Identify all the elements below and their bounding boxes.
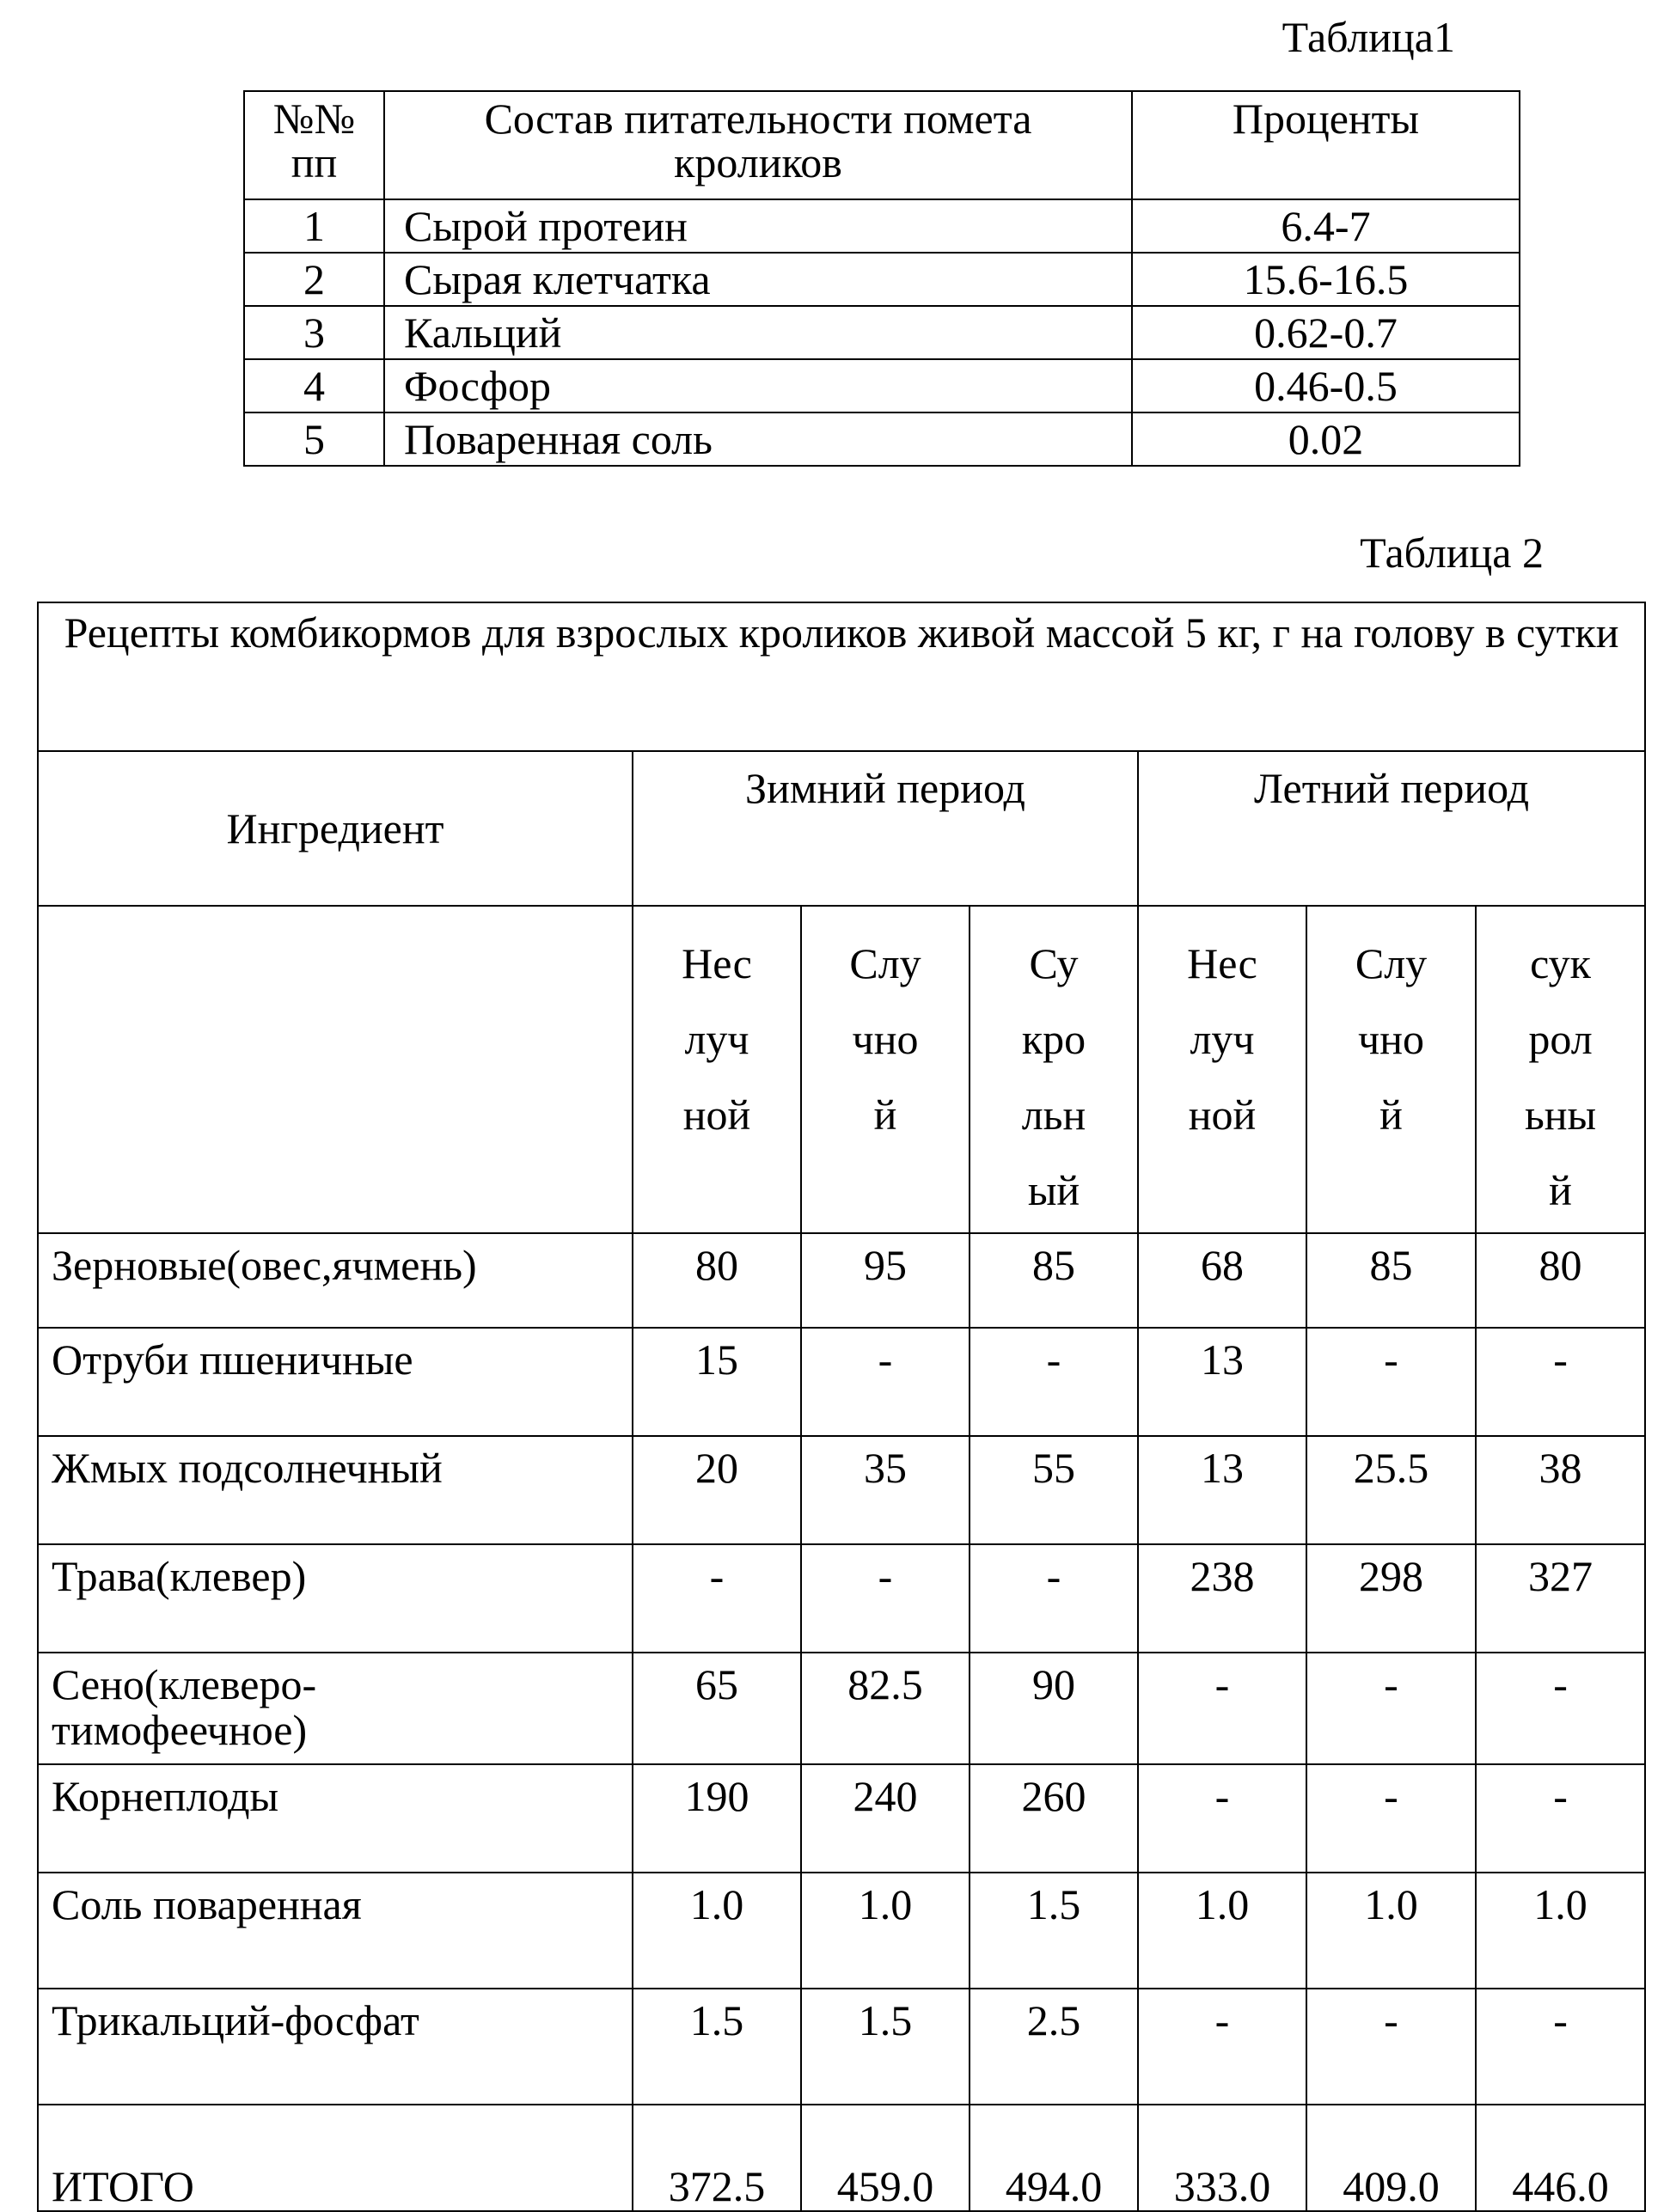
ingredient-name: Сено(клеверо- тимофеечное) [38,1653,633,1764]
amount-cell: - [801,1544,970,1653]
percent-value: 0.46-0.5 [1132,359,1520,412]
amount-cell: - [1306,1989,1476,2105]
table-row [38,1436,1645,1544]
total-cell: 494.0 [970,2105,1138,2211]
subheader-part: ый [1027,1166,1080,1214]
subheader-cell [801,906,970,1233]
amount-cell: 82.5 [801,1653,970,1764]
nutrition-table [243,90,1520,467]
amount-cell: 1.0 [633,1873,801,1989]
amount-cell: - [1138,1989,1306,2105]
amount-cell: 85 [1306,1233,1476,1328]
winter-period-header: Зимний период [633,751,1138,906]
total-row [38,2105,1645,2211]
amount-cell: 65 [633,1653,801,1764]
header-num: №№ пп [244,91,384,199]
summer-period-header: Летний период [1138,751,1645,906]
amount-cell: 90 [970,1653,1138,1764]
row-number: 1 [244,199,384,253]
amount-cell: - [1476,1328,1645,1436]
subheader-part: сук [1530,939,1591,987]
table2-title: Рецепты комбикормов для взрослых кроликов живой массой 5 кг, г на голову в сутки [38,602,1645,751]
subheader-cell [1138,906,1306,1233]
subheader-part: й [1549,1166,1572,1214]
component-name: Поваренная соль [384,412,1132,466]
table-row [244,306,1520,359]
amount-cell: 13 [1138,1328,1306,1436]
amount-cell: 1.5 [633,1989,801,2105]
amount-cell: - [633,1544,801,1653]
row-number: 4 [244,359,384,412]
ingredient-name: Трава(клевер) [38,1544,633,1653]
subheader-part: чно [852,1015,919,1063]
subheader-part: луч [684,1015,749,1063]
amount-cell: 55 [970,1436,1138,1544]
amount-cell: 85 [970,1233,1138,1328]
amount-cell: - [1306,1764,1476,1873]
header-composition: Состав питательности помета кроликов [384,91,1132,199]
total-cell: 372.5 [633,2105,801,2211]
amount-cell: 298 [1306,1544,1476,1653]
amount-cell: - [801,1328,970,1436]
table-row [244,412,1520,466]
ingredient-name: Соль поваренная [38,1873,633,1989]
subheader-part: Слу [849,939,921,987]
amount-cell: 1.0 [1306,1873,1476,1989]
total-cell: 409.0 [1306,2105,1476,2211]
table2-period-row [38,751,1645,906]
amount-cell: 2.5 [970,1989,1138,2105]
total-label: ИТОГО [38,2105,633,2211]
amount-cell: - [1138,1653,1306,1764]
percent-value: 0.02 [1132,412,1520,466]
amount-cell: 240 [801,1764,970,1873]
subheader-part: кро [1021,1015,1086,1063]
amount-cell: 35 [801,1436,970,1544]
amount-cell: - [1476,1764,1645,1873]
table-row [38,1653,1645,1764]
subheader-part: Слу [1355,939,1428,987]
table1-caption: Таблица1 [1282,13,1455,61]
amount-cell: 1.0 [1476,1873,1645,1989]
percent-value: 0.62-0.7 [1132,306,1520,359]
amount-cell: 13 [1138,1436,1306,1544]
amount-cell: 1.5 [801,1989,970,2105]
component-name: Сырой протеин [384,199,1132,253]
table-row [38,1544,1645,1653]
subheader-part: й [873,1091,897,1139]
table-row [244,253,1520,306]
subheader-cell [1476,906,1645,1233]
component-name: Фосфор [384,359,1132,412]
amount-cell: - [1306,1653,1476,1764]
subheader-empty [38,906,633,1233]
header-percent: Проценты [1132,91,1520,199]
feed-recipes-table [37,602,1646,2212]
subheader-part: й [1379,1091,1403,1139]
amount-cell: 95 [801,1233,970,1328]
amount-cell: 68 [1138,1233,1306,1328]
amount-cell: 80 [1476,1233,1645,1328]
row-number: 5 [244,412,384,466]
subheader-part: Су [1029,939,1079,987]
ingredient-name: Жмых подсолнечный [38,1436,633,1544]
table-row [38,1233,1645,1328]
amount-cell: 260 [970,1764,1138,1873]
subheader-part: чно [1358,1015,1424,1063]
amount-cell: - [1476,1653,1645,1764]
total-cell: 333.0 [1138,2105,1306,2211]
amount-cell: 238 [1138,1544,1306,1653]
amount-cell: - [1306,1328,1476,1436]
ingredient-name: Корнеплоды [38,1764,633,1873]
subheader-part: луч [1190,1015,1255,1063]
ingredient-header: Ингредиент [38,751,633,906]
amount-cell: 15 [633,1328,801,1436]
subheader-part: ьны [1524,1091,1597,1139]
table2-subheader-row [38,906,1645,1233]
table2-caption: Таблица 2 [1360,529,1544,577]
subheader-cell [633,906,801,1233]
component-name: Сырая клетчатка [384,253,1132,306]
amount-cell: 327 [1476,1544,1645,1653]
subheader-part: ной [682,1091,751,1139]
amount-cell: 80 [633,1233,801,1328]
amount-cell: 20 [633,1436,801,1544]
table-row [38,1989,1645,2105]
total-cell: 459.0 [801,2105,970,2211]
amount-cell: - [970,1328,1138,1436]
row-number: 3 [244,306,384,359]
subheader-part: Нес [682,939,752,987]
amount-cell: 1.0 [801,1873,970,1989]
table1-header-row [244,91,1520,199]
amount-cell: - [970,1544,1138,1653]
ingredient-name: Зерновые(овес,ячмень) [38,1233,633,1328]
amount-cell: 190 [633,1764,801,1873]
table-row [38,1764,1645,1873]
subheader-part: льн [1021,1091,1086,1139]
amount-cell: 1.5 [970,1873,1138,1989]
table-row [244,199,1520,253]
table-row [38,1328,1645,1436]
subheader-cell [1306,906,1476,1233]
percent-value: 15.6-16.5 [1132,253,1520,306]
subheader-part: ной [1188,1091,1257,1139]
table2-title-row [38,602,1645,751]
row-number: 2 [244,253,384,306]
amount-cell: 1.0 [1138,1873,1306,1989]
component-name: Кальций [384,306,1132,359]
ingredient-name: Трикальций-фосфат [38,1989,633,2105]
amount-cell: 38 [1476,1436,1645,1544]
percent-value: 6.4-7 [1132,199,1520,253]
table-row [38,1873,1645,1989]
subheader-cell [970,906,1138,1233]
table-row [244,359,1520,412]
subheader-part: рол [1528,1015,1593,1063]
total-cell: 446.0 [1476,2105,1645,2211]
ingredient-name: Отруби пшеничные [38,1328,633,1436]
subheader-part: Нес [1187,939,1257,987]
amount-cell: - [1476,1989,1645,2105]
amount-cell: 25.5 [1306,1436,1476,1544]
amount-cell: - [1138,1764,1306,1873]
